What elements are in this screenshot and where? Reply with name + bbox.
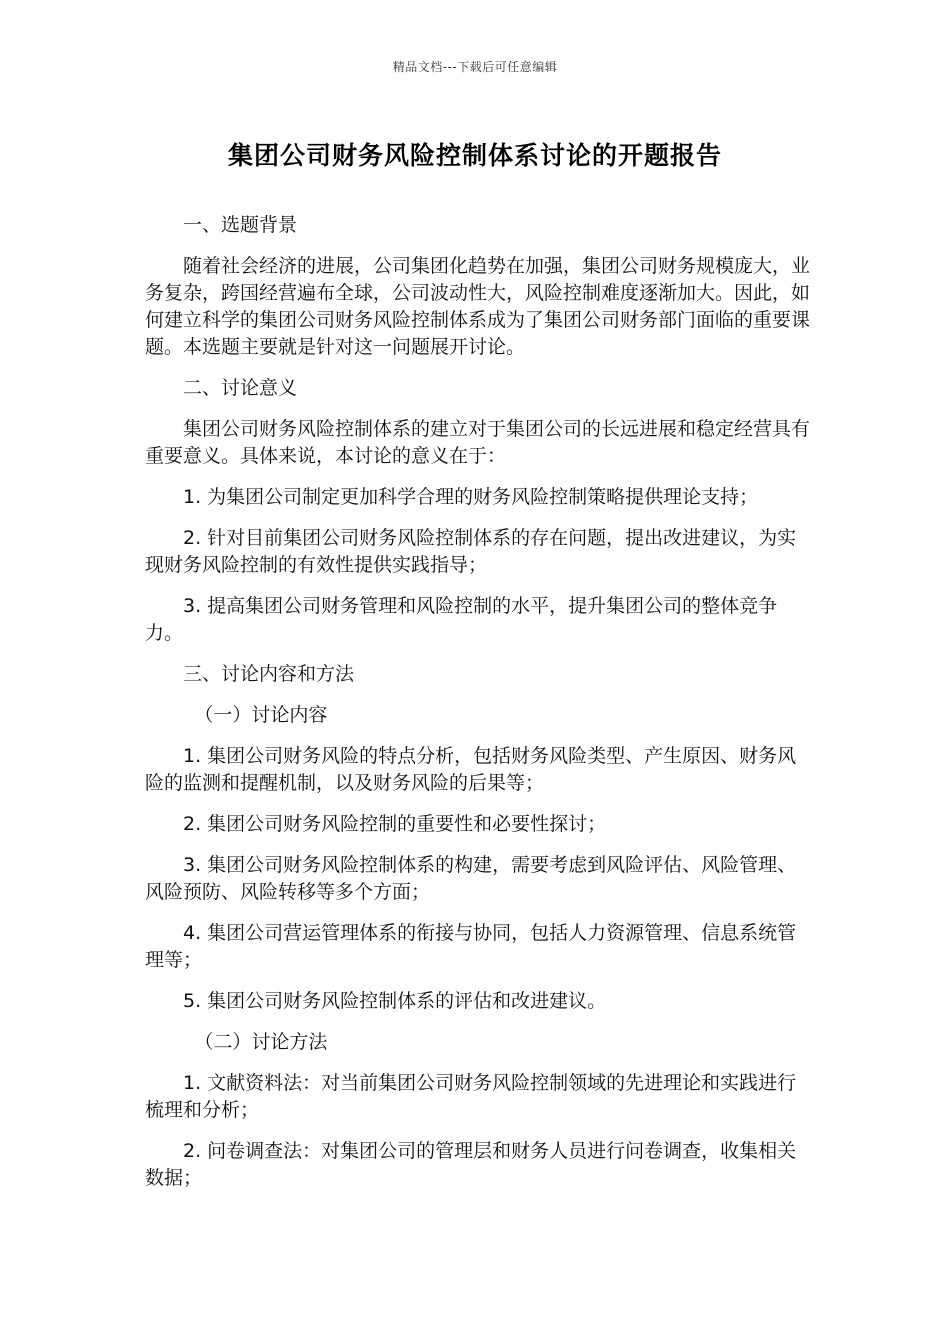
page-header: 精品文档---下载后可任意编辑 [392,60,558,74]
significance-item-2: 2. 针对目前集团公司财务风险控制体系的存在问题，提出改进建议，为实现财务风险控制的有效性提供实践指导； [145,527,797,576]
content-item-5: 5. 集团公司财务风险控制体系的评估和改进建议。 [183,990,607,1012]
content-item-1: 1. 集团公司财务风险的特点分析，包括财务风险类型、产生原因、财务风险的监测和提醒机制，以及财务风险的后果等； [145,745,797,794]
subsection-heading-method: （二）讨论方法 [194,1031,328,1053]
method-item-1: 1. 文献资料法：对当前集团公司财务风险控制领域的先进理论和实践进行梳理和分析； [145,1072,797,1121]
significance-item-1: 1. 为集团公司制定更加科学合理的财务风险控制策略提供理论支持； [183,486,759,508]
section-heading-background: 一、选题背景 [183,214,298,236]
method-item-2: 2. 问卷调查法：对集团公司的管理层和财务人员进行问卷调查，收集相关数据； [145,1140,797,1189]
paragraph-background: 随着社会经济的进展，公司集团化趋势在加强，集团公司财务规模庞大，业务复杂，跨国经营遍布全球，公司波动性大，风险控制难度逐渐加大。因此，如何建立科学的集团公司财务风险控制体系成为了集团公司财务部门面临的重要课题。本选题主要就是针对这一问题展开讨论。 [145,255,811,358]
significance-item-3: 3. 提高集团公司财务管理和风险控制的水平，提升集团公司的整体竞争力。 [145,595,778,644]
section-heading-significance: 二、讨论意义 [183,377,298,399]
subsection-heading-content: （一）讨论内容 [194,704,328,726]
content-item-2: 2. 集团公司财务风险控制的重要性和必要性探讨； [183,813,607,835]
content-item-3: 3. 集团公司财务风险控制体系的构建，需要考虑到风险评估、风险管理、风险预防、风险转移等多个方面； [145,854,797,903]
document-title: 集团公司财务风险控制体系讨论的开题报告 [227,141,722,170]
content-item-4: 4. 集团公司营运管理体系的衔接与协同，包括人力资源管理、信息系统管理等； [145,922,797,971]
document-body [145,212,810,1206]
paragraph-significance: 集团公司财务风险控制体系的建立对于集团公司的长远进展和稳定经营具有重要意义。具体来说，本讨论的意义在于： [145,418,811,467]
section-heading-content-method: 三、讨论内容和方法 [183,663,355,685]
